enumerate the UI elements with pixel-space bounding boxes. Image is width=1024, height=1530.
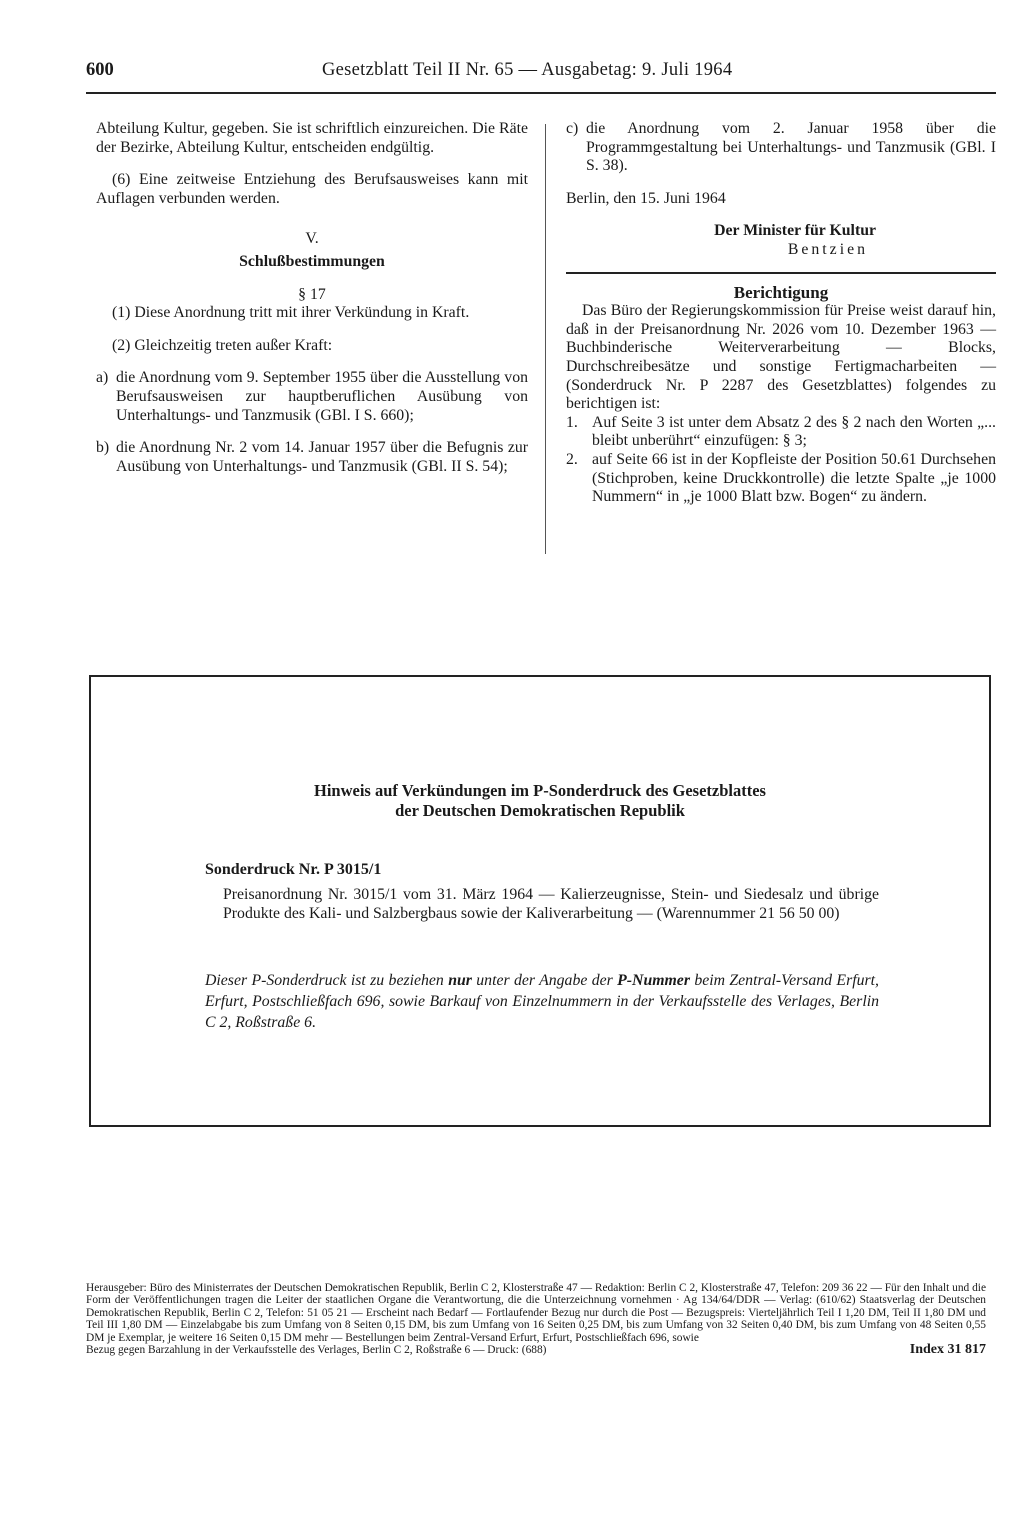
imprint-last-line: Bezug gegen Barzahlung in der Verkaufsstelle des Verlages, Berlin C 2, Roßstraße 6 — Druck: (688)	[86, 1344, 547, 1357]
notice-heading	[91, 781, 989, 821]
section-numeral: V.	[305, 230, 319, 248]
imprint-text: Herausgeber: Büro des Ministerrates der Deutschen Demokratischen Republik, Berlin C 2, Klosterstraße 47 — Redaktion: Berlin C 2, Klosterstraße 47, Telefon: 209 36 22 — Für den Inhalt und die Form der Veröffentlichungen tragen die Leiter der staatlichen Organe die Verantwortung, die die Unterzeichnung vornehmen · Ag 134/64/DDR — Verlag: (610/62) Staatsverlag der Deutschen Demokratischen Republik, Berlin C 2, Telefon: 51 05 21 — Erscheint nach Bedarf — Fortlaufender Bezug nur durch die Post — Bezugspreis: Vierteljährlich Teil I 1,20 DM, Teil II 1,80 DM und Teil III 1,80 DM — Einzelabgabe bis zum Umfang von 8 Seiten 0,15 DM, bis zum Umfang von 16 Seiten 0,25 DM, bis zum Umfang von 32 Seiten 0,40 DM, bis zum Umfang von 48 Seiten 0,55 DM je Exemplar, je weitere 16 Seiten 0,15 DM mehr — Bestellungen beim Zentral-Versand Erfurt, Erfurt, Postschließfach 696, sowie	[86, 1282, 986, 1344]
date-line: Berlin, den 15. Juni 1964	[566, 189, 726, 207]
item-text: Auf Seite 3 ist unter dem Absatz 2 des § 2 nach den Worten „... bleibt unberührt“ einzufügen: § 3;	[592, 413, 996, 450]
item-label: b)	[96, 439, 110, 457]
correction-text: Das Büro der Regierungskommission für Preise weist darauf hin, daß in der Preisanordnung Nr. 2026 vom 10. Dezember 1963 — Buchbinderische Weiterverarbeitung — Blocks, Durchschreibesätze und sonstige Fertigmacharbeiten — (Sonderdruck Nr. P 2287 des Gesetzblattes) folgendes zu berichtigen ist:	[566, 302, 996, 413]
sonderdruck-text: Preisanordnung Nr. 3015/1 vom 31. März 1964 — Kalierzeugnisse, Stein- und Siedesalz und übrige Produkte des Kali- und Salzbergbaus sowie der Kaliverarbeitung — (Warennummer 21 56 50 00)	[223, 886, 879, 922]
list-item	[96, 439, 528, 476]
minister-title: Der Minister für Kultur	[714, 222, 876, 240]
notice-heading-line1: Hinweis auf Verkündungen im P-Sonderdruck des Gesetzblattes	[314, 781, 766, 800]
item-text: die Anordnung vom 2. Januar 1958 über die Programmgestaltung bei Unterhaltungs- und Tanzmusik (GBl. I S. 38).	[586, 120, 996, 175]
item-label: 2.	[566, 450, 578, 468]
page-header	[86, 60, 996, 88]
notice-heading-line2: der Deutschen Demokratischen Republik	[395, 801, 685, 820]
notice-note: Dieser P-Sonderdruck ist zu beziehen nur unter der Angabe der P-Nummer beim Zentral-Versand Erfurt, Erfurt, Postschließfach 696, sowie Barkauf von Einzelnummern in der Verkaufsstelle des Verlages, Berlin C 2, Roßstraße 6.	[205, 972, 879, 1031]
correction-title: Berichtigung	[733, 282, 829, 302]
item-text: auf Seite 66 ist in der Kopfleiste der Position 50.61 Durchsehen (Stichproben, keine Druckkontrolle) die letzte Spalte „je 1000 Nummern“ in „je 1000 Blatt bzw. Bogen“ zu ändern.	[592, 450, 996, 506]
header-title: Gesetzblatt Teil II Nr. 65 — Ausgabetag: 9. Juli 1964	[322, 60, 733, 80]
imprint-footer	[86, 1282, 986, 1356]
page-number: 600	[86, 60, 114, 80]
paragraph-sign: § 17	[298, 285, 326, 303]
minister-name: Bentzien	[787, 240, 868, 258]
section-rule	[566, 272, 996, 274]
header-rule	[86, 92, 996, 94]
item-text: die Anordnung Nr. 2 vom 14. Januar 1957 über die Befugnis zur Ausübung von Unterhaltungs- und Tanzmusik (GBl. II S. 54);	[116, 439, 528, 475]
index-number: Index 31 817	[909, 1342, 986, 1358]
paragraph-continuation: Abteilung Kultur, gegeben. Sie ist schriftlich einzureichen. Die Räte der Bezirke, Abteilung Kultur, entscheiden endgültig.	[96, 120, 528, 156]
column-divider	[545, 124, 546, 554]
paragraph-6: (6) Eine zeitweise Entziehung des Berufsausweises kann mit Auflagen verbunden werden.	[96, 171, 528, 207]
section-title: Schlußbestimmungen	[239, 252, 385, 270]
list-item	[566, 451, 996, 507]
paragraph-17-1: (1) Diese Anordnung tritt mit ihrer Verkündung in Kraft.	[112, 304, 470, 322]
list-item	[566, 120, 996, 176]
list-item	[96, 369, 528, 425]
paragraph-17-2: (2) Gleichzeitig treten außer Kraft:	[112, 336, 333, 354]
right-column	[566, 120, 996, 507]
item-label: c)	[566, 120, 579, 137]
list-item	[566, 414, 996, 451]
left-column	[96, 120, 528, 476]
item-text: die Anordnung vom 9. September 1955 über die Ausstellung von Berufsausweisen zur hauptberuflichen Ausübung von Unterhaltungs- und Tanzmusik (GBl. I S. 660);	[116, 369, 528, 424]
item-label: 1.	[566, 413, 578, 431]
item-label: a)	[96, 369, 109, 387]
notice-box	[89, 675, 991, 1127]
sonderdruck-label: Sonderdruck Nr. P 3015/1	[205, 861, 382, 878]
